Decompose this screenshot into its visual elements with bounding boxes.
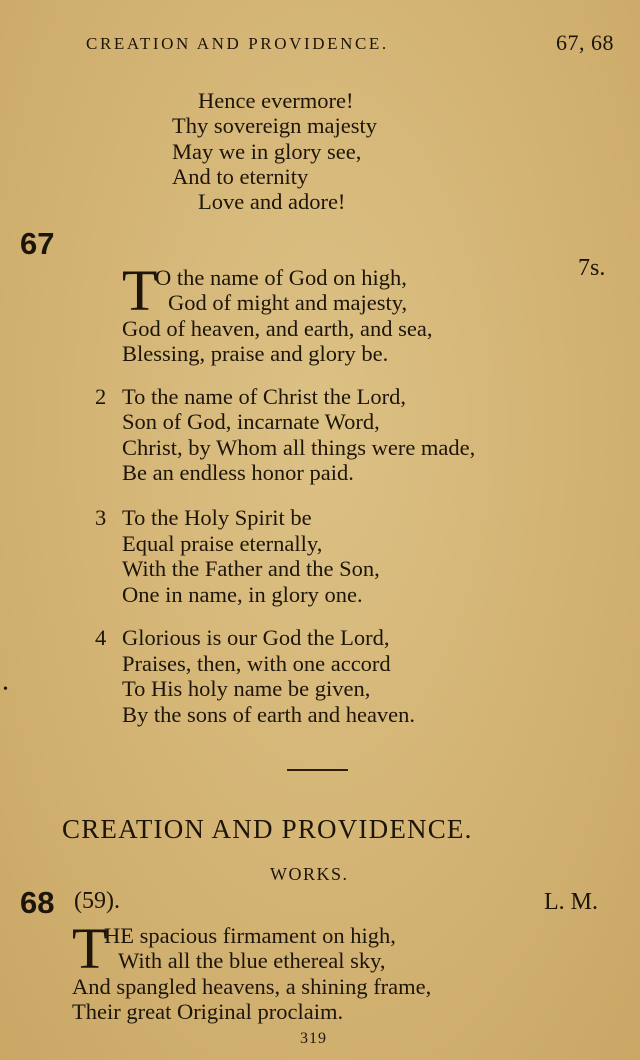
section-subtitle: WORKS. — [270, 864, 349, 884]
hymn-alt-number: (59). — [74, 888, 120, 914]
verse-line: Praises, then, with one accord — [122, 651, 391, 676]
verse-line: HE spacious firmament on high, — [104, 923, 396, 948]
verse-line: Son of God, incarnate Word, — [122, 409, 380, 434]
verse-line: To His holy name be given, — [122, 676, 371, 701]
verse-line: And spangled heavens, a shining frame, — [72, 974, 432, 999]
running-head-title: CREATION AND PROVIDENCE. — [86, 34, 389, 53]
verse-line: To the Holy Spirit be — [122, 505, 312, 530]
verse-line: With the Father and the Son, — [122, 556, 380, 581]
stanza-number: 3 — [95, 505, 107, 530]
verse-line: Love and adore! — [198, 189, 346, 214]
verse-line: To the name of Christ the Lord, — [122, 384, 406, 409]
hymn-number: 67 — [20, 226, 55, 261]
drop-cap: T — [122, 258, 158, 323]
verse-line: Christ, by Whom all things were made, — [122, 435, 476, 460]
verse-line: And to eternity — [172, 164, 309, 189]
stanza-number: 2 — [95, 384, 107, 409]
margin-mark: • — [3, 682, 8, 697]
hymn-meter: 7s. — [578, 255, 606, 281]
verse-line: Glorious is our God the Lord, — [122, 625, 390, 650]
hymn-number: 68 — [20, 885, 55, 920]
verse-line: With all the blue ethereal sky, — [118, 948, 386, 973]
section-title: CREATION AND PROVIDENCE. — [62, 814, 473, 844]
verse-line: God of heaven, and earth, and sea, — [122, 316, 433, 341]
section-divider — [287, 769, 348, 771]
verse-line: Be an endless honor paid. — [122, 460, 354, 485]
hymn-meter: L. M. — [544, 889, 598, 915]
running-head-hymn-numbers: 67, 68 — [556, 30, 614, 55]
verse-line: God of might and majesty, — [168, 290, 408, 315]
page-number: 319 — [300, 1030, 327, 1047]
verse-line: O the name of God on high, — [155, 265, 407, 290]
drop-cap: T — [72, 916, 108, 981]
verse-line: Equal praise eternally, — [122, 531, 323, 556]
verse-line: One in name, in glory one. — [122, 582, 363, 607]
verse-line: Hence evermore! — [198, 88, 354, 113]
verse-line: By the sons of earth and heaven. — [122, 702, 416, 727]
verse-line: May we in glory see, — [172, 139, 362, 164]
verse-line: Their great Original proclaim. — [72, 999, 344, 1024]
verse-line: Thy sovereign majesty — [172, 113, 377, 138]
stanza-number: 4 — [95, 625, 107, 650]
verse-line: Blessing, praise and glory be. — [122, 341, 389, 366]
